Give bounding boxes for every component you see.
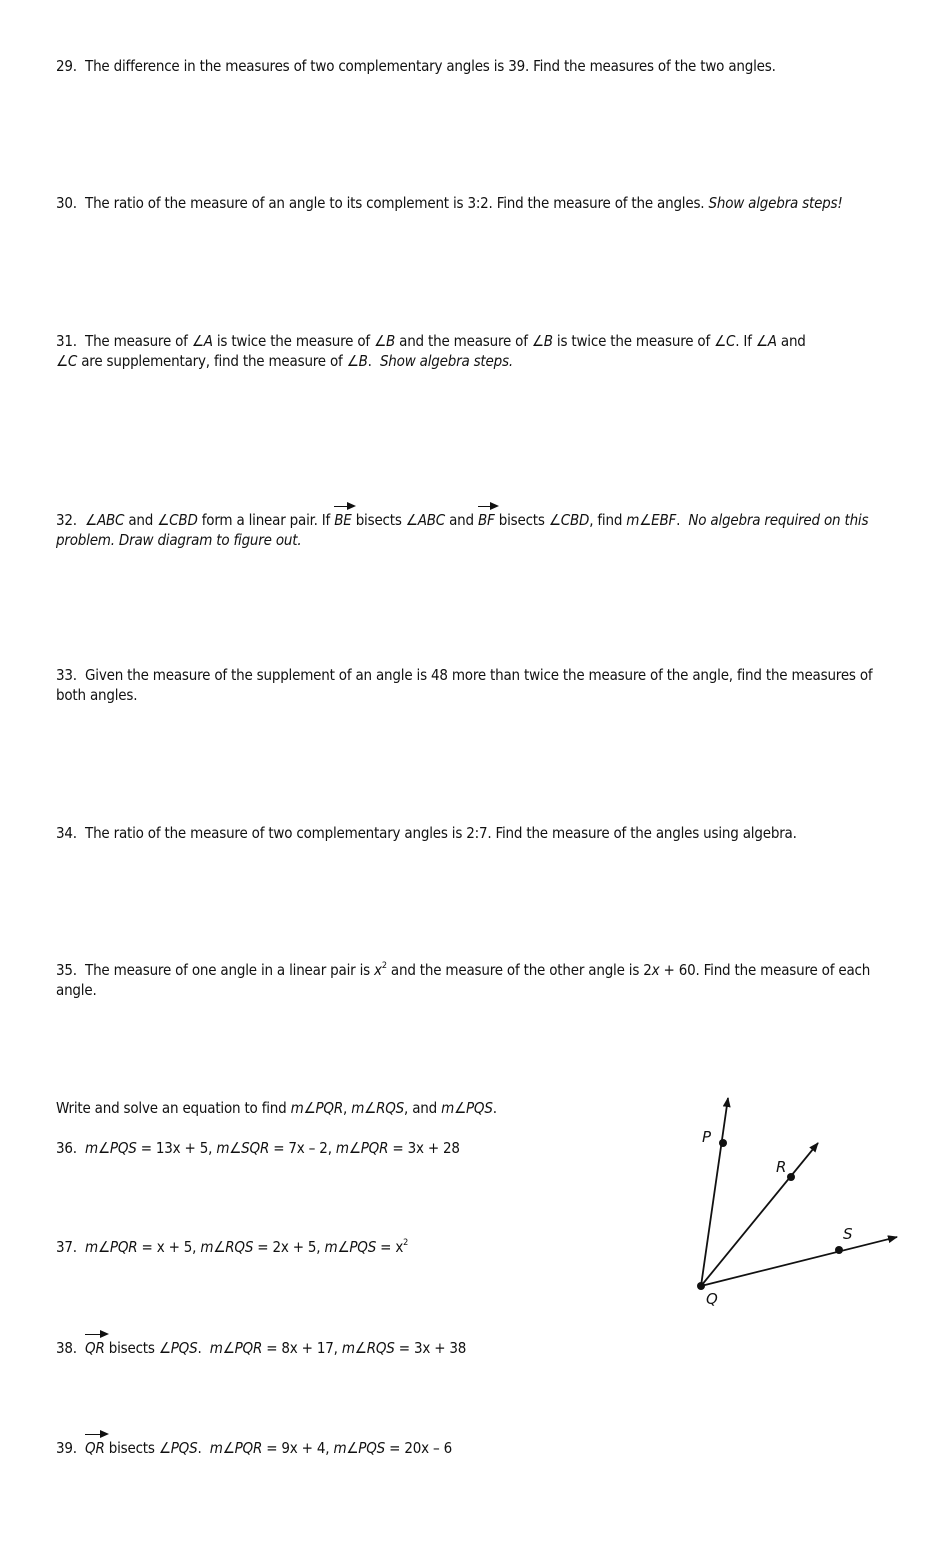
text: . <box>676 511 681 529</box>
angle-label: B <box>358 352 368 370</box>
angle-label: EBF <box>651 511 677 529</box>
text: bisects <box>355 511 402 529</box>
angle-symbol: ∠ <box>56 352 68 370</box>
angle-symbol: ∠ <box>405 511 418 529</box>
angle-label: PQR <box>315 1099 344 1117</box>
angle-label: C <box>67 352 78 370</box>
angle-label: PQS <box>170 1439 198 1457</box>
text: + 60. Find the measure of each angle. <box>56 961 871 999</box>
measure-m: m <box>333 1439 347 1457</box>
measure-m: m <box>85 1139 98 1157</box>
angle-symbol: ∠ <box>364 1099 377 1117</box>
point-r <box>787 1173 795 1181</box>
angle-symbol: ∠ <box>348 1139 361 1157</box>
equation-value: = 7x – 2, <box>273 1139 332 1157</box>
angle-label: C <box>726 332 736 350</box>
equation-value: = 20x – 6 <box>389 1439 452 1457</box>
variable-x: x <box>651 961 660 979</box>
angle-symbol: ∠ <box>454 1099 466 1117</box>
measure-m: m <box>335 1139 349 1157</box>
problem-number: 36. <box>56 1139 77 1157</box>
problem-number: 31. <box>56 332 77 350</box>
exponent: 2 <box>403 1238 409 1248</box>
angle-symbol: ∠ <box>346 352 359 370</box>
variable-x: x <box>374 961 382 979</box>
problem-30 <box>56 193 896 213</box>
angle-symbol: ∠ <box>303 1099 316 1117</box>
text: . If <box>735 332 752 350</box>
text: , find <box>589 511 623 529</box>
problem-number: 32. <box>56 511 77 529</box>
angle-label: SQR <box>241 1139 270 1157</box>
problem-note: No algebra required on this problem. Draw diagram to figure out. <box>56 511 869 549</box>
angle-symbol: ∠ <box>714 332 727 350</box>
angle-label: ABC <box>96 511 125 529</box>
text: is twice the measure of <box>216 332 370 350</box>
text: and <box>128 511 154 529</box>
angle-symbol: ∠ <box>222 1339 235 1357</box>
angle-label: CBD <box>169 511 198 529</box>
ray-qs <box>701 1237 897 1286</box>
equation-value: = 13x + 5, <box>140 1139 213 1157</box>
text: form a linear pair. If <box>201 511 331 529</box>
label-r: R <box>776 1158 787 1176</box>
problem-note: Show algebra steps. <box>379 352 513 370</box>
angle-symbol: ∠ <box>374 332 386 350</box>
equation-value: = 3x + 38 <box>398 1339 467 1357</box>
text: bisects <box>108 1339 155 1357</box>
angle-symbol: ∠ <box>639 511 652 529</box>
angle-symbol: ∠ <box>97 1139 110 1157</box>
equation-value: = 3x + 28 <box>392 1139 460 1157</box>
measure-m: m <box>441 1099 455 1117</box>
text: and <box>780 332 806 350</box>
angle-label: PQS <box>109 1139 137 1157</box>
text: and the measure of <box>399 332 528 350</box>
angle-symbol: ∠ <box>531 332 544 350</box>
angle-symbol: ∠ <box>213 1238 226 1256</box>
measure-m: m <box>626 511 640 529</box>
measure-m: m <box>324 1238 338 1256</box>
angle-symbol: ∠ <box>157 511 170 529</box>
label-q: Q <box>706 1290 718 1308</box>
ray-label: BF <box>478 508 495 530</box>
angle-label: RQS <box>376 1099 405 1117</box>
text: The measure of one angle in a linear pair is <box>85 961 370 979</box>
point-q <box>697 1282 705 1290</box>
text: are supplementary, find the measure of <box>81 352 343 370</box>
problem-number: 35. <box>56 961 77 979</box>
equation-value: = x <box>380 1238 404 1256</box>
problem-text: The ratio of the measure of an angle to its complement is 3:2. Find the measure of the angles. <box>85 194 705 212</box>
text: . <box>492 1099 497 1117</box>
measure-m: m <box>341 1339 355 1357</box>
equation-value: = 8x + 17, <box>266 1339 338 1357</box>
ray-label: QR <box>85 1336 105 1358</box>
angle-symbol: ∠ <box>346 1439 359 1457</box>
problem-36 <box>56 1138 656 1158</box>
angle-label: RQS <box>366 1339 395 1357</box>
text: . <box>197 1339 202 1357</box>
angle-diagram <box>680 1080 920 1320</box>
angle-symbol: ∠ <box>97 1238 110 1256</box>
label-p: P <box>702 1128 712 1146</box>
measure-m: m <box>209 1339 223 1357</box>
problem-number: 38. <box>56 1339 77 1357</box>
angle-label: PQS <box>349 1238 377 1256</box>
problem-33 <box>56 665 896 705</box>
problem-34 <box>56 823 896 843</box>
text: bisects <box>108 1439 155 1457</box>
text: . <box>367 352 372 370</box>
angle-symbol: ∠ <box>158 1439 171 1457</box>
angle-label: PQS <box>358 1439 386 1457</box>
problem-29 <box>56 56 896 76</box>
angle-symbol: ∠ <box>755 332 768 350</box>
text: and <box>449 511 474 529</box>
ray-label: BE <box>334 508 351 530</box>
angle-label: ABC <box>417 511 446 529</box>
point-s <box>835 1246 843 1254</box>
problem-note: Show algebra steps! <box>708 194 843 212</box>
text: . <box>197 1439 202 1457</box>
label-s: S <box>843 1225 853 1243</box>
problem-text: The ratio of the measure of two complementary angles is 2:7. Find the measure of the angles using algebra. <box>85 824 797 842</box>
text: The measure of <box>85 332 188 350</box>
problem-text: Given the measure of the supplement of an angle is 48 more than twice the measure of the angle, find the measures of both angles. <box>56 666 873 704</box>
measure-m: m <box>85 1238 98 1256</box>
equation-value: = 9x + 4, <box>266 1439 330 1457</box>
problem-number: 34. <box>56 824 77 842</box>
equation-value: = 2x + 5, <box>257 1238 321 1256</box>
angle-label: PQS <box>170 1339 198 1357</box>
text: bisects <box>498 511 545 529</box>
text: and the measure of the other angle is 2 <box>390 961 652 979</box>
measure-m: m <box>351 1099 365 1117</box>
angle-symbol: ∠ <box>191 332 204 350</box>
text: Write and solve an equation to find <box>56 1099 287 1117</box>
problem-text: The difference in the measures of two complementary angles is 39. Find the measures of the two angles. <box>85 57 776 75</box>
angle-label: CBD <box>560 511 590 529</box>
measure-m: m <box>216 1139 230 1157</box>
angle-symbol: ∠ <box>158 1339 171 1357</box>
problem-31 <box>56 331 896 371</box>
angle-symbol: ∠ <box>85 511 97 529</box>
problem-39 <box>56 1436 656 1458</box>
angle-symbol: ∠ <box>222 1439 235 1457</box>
angle-label: PQR <box>234 1439 263 1457</box>
angle-label: RQS <box>225 1238 254 1256</box>
angle-label: PQS <box>465 1099 493 1117</box>
equation-value: = x + 5, <box>141 1238 197 1256</box>
problem-35 <box>56 960 896 1000</box>
angle-label: PQR <box>360 1139 389 1157</box>
problem-number: 29. <box>56 57 77 75</box>
angle-label: PQR <box>109 1238 138 1256</box>
text: , <box>343 1099 348 1117</box>
text: , and <box>404 1099 438 1117</box>
angle-label: A <box>203 332 213 350</box>
problem-38 <box>56 1336 656 1358</box>
measure-m: m <box>209 1439 223 1457</box>
angle-symbol: ∠ <box>337 1238 350 1256</box>
angle-label: B <box>543 332 553 350</box>
ray-label: QR <box>85 1436 105 1458</box>
problem-number: 37. <box>56 1238 77 1256</box>
exponent: 2 <box>381 961 387 971</box>
measure-m: m <box>200 1238 214 1256</box>
problem-32 <box>56 508 896 550</box>
problem-37 <box>56 1237 656 1257</box>
angle-symbol: ∠ <box>229 1139 242 1157</box>
problem-number: 39. <box>56 1439 77 1457</box>
measure-m: m <box>290 1099 304 1117</box>
text: is twice the measure of <box>556 332 711 350</box>
problem-number: 30. <box>56 194 77 212</box>
angle-label: B <box>385 332 396 350</box>
point-p <box>719 1139 727 1147</box>
angle-symbol: ∠ <box>548 511 561 529</box>
section-intro <box>56 1098 656 1118</box>
problem-number: 33. <box>56 666 77 684</box>
angle-label: PQR <box>234 1339 263 1357</box>
angle-symbol: ∠ <box>354 1339 367 1357</box>
angle-label: A <box>767 332 777 350</box>
